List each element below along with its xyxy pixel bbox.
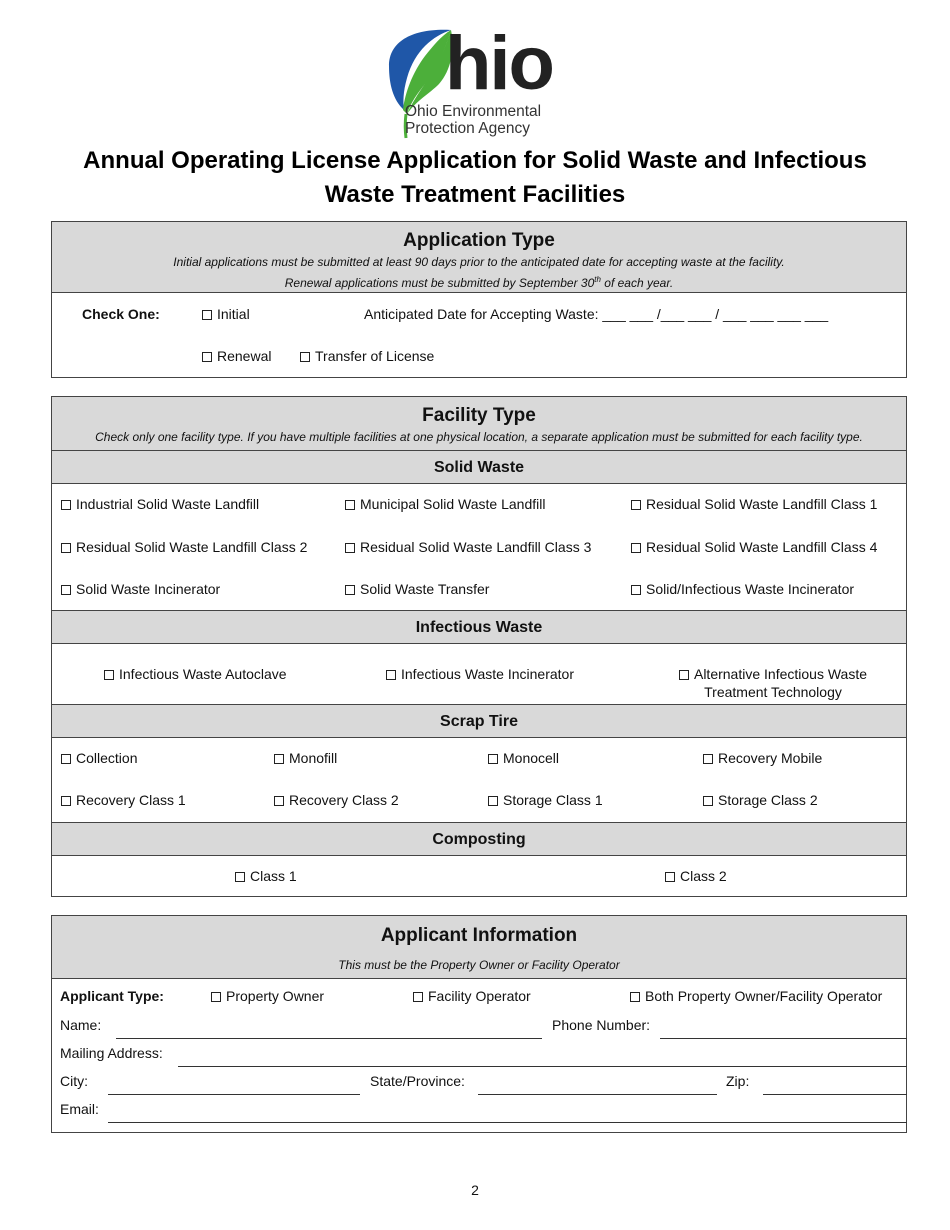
phone-field[interactable] xyxy=(660,1038,907,1039)
title-line2: Waste Treatment Facilities xyxy=(324,181,626,208)
page-number: 2 xyxy=(471,1182,479,1198)
checkbox-icon xyxy=(61,500,71,510)
phone-label: Phone Number: xyxy=(552,1017,651,1033)
applicant-information-section xyxy=(51,915,907,1133)
alternative-infectious-checkbox[interactable]: Alternative Infectious Waste Treatment Technology xyxy=(666,665,880,701)
infectious-incinerator-checkbox[interactable]: Infectious Waste Incinerator xyxy=(386,665,574,683)
application-type-note2: Renewal applications must be submitted by September 30th of each year. xyxy=(284,275,674,290)
solid-waste-incinerator-checkbox[interactable]: Solid Waste Incinerator xyxy=(61,580,220,598)
checkbox-icon xyxy=(345,500,355,510)
email-field[interactable] xyxy=(108,1122,907,1123)
logo-line1: Ohio Environmental xyxy=(405,103,542,120)
name-field[interactable] xyxy=(116,1038,542,1039)
title-line1: Annual Operating License Application for Solid Waste and Infectious xyxy=(83,147,867,174)
collection-checkbox[interactable]: Collection xyxy=(61,749,137,767)
checkbox-icon xyxy=(61,543,71,553)
checkbox-icon xyxy=(386,670,396,680)
industrial-landfill-checkbox[interactable]: Industrial Solid Waste Landfill xyxy=(61,495,259,513)
ohio-epa-logo xyxy=(385,21,570,142)
applicant-type-label: Applicant Type: xyxy=(60,988,164,1004)
monofill-checkbox[interactable]: Monofill xyxy=(274,749,337,767)
transfer-checkbox[interactable]: Transfer of License xyxy=(300,347,434,365)
recovery-class1-checkbox[interactable]: Recovery Class 1 xyxy=(61,791,186,809)
checkbox-icon xyxy=(631,585,641,595)
checkbox-icon xyxy=(703,796,713,806)
property-owner-checkbox[interactable]: Property Owner xyxy=(211,987,324,1005)
checkbox-icon xyxy=(61,796,71,806)
residual-landfill-class1-checkbox[interactable]: Residual Solid Waste Landfill Class 1 xyxy=(631,495,877,513)
initial-checkbox[interactable]: Initial xyxy=(202,305,250,323)
compost-class2-checkbox[interactable]: Class 2 xyxy=(665,867,727,885)
mailing-address-label: Mailing Address: xyxy=(60,1045,163,1061)
checkbox-icon xyxy=(61,754,71,764)
storage-class2-checkbox[interactable]: Storage Class 2 xyxy=(703,791,818,809)
checkbox-icon xyxy=(274,754,284,764)
residual-landfill-class2-checkbox[interactable]: Residual Solid Waste Landfill Class 2 xyxy=(61,538,307,556)
zip-label: Zip: xyxy=(726,1073,750,1089)
applicant-note: This must be the Property Owner or Facility Operator xyxy=(338,958,620,972)
facility-type-note: Check only one facility type. If you have multiple facilities at one physical location, a separate application must be submitted for each facility type. xyxy=(95,430,863,444)
checkbox-icon xyxy=(631,543,641,553)
logo-word: hio xyxy=(445,21,553,106)
composting-heading: Composting xyxy=(432,831,526,848)
checkbox-icon xyxy=(488,796,498,806)
checkbox-icon xyxy=(211,992,221,1002)
facility-operator-checkbox[interactable]: Facility Operator xyxy=(413,987,531,1005)
checkbox-icon xyxy=(345,585,355,595)
checkbox-icon xyxy=(274,796,284,806)
checkbox-icon xyxy=(61,585,71,595)
checkbox-icon xyxy=(104,670,114,680)
facility-type-section xyxy=(51,396,907,897)
state-field[interactable] xyxy=(478,1094,717,1095)
renewal-checkbox[interactable]: Renewal xyxy=(202,347,271,365)
check-one-label: Check One: xyxy=(82,306,160,322)
recovery-class2-checkbox[interactable]: Recovery Class 2 xyxy=(274,791,399,809)
email-label: Email: xyxy=(60,1101,99,1117)
checkbox-icon xyxy=(488,754,498,764)
residual-landfill-class3-checkbox[interactable]: Residual Solid Waste Landfill Class 3 xyxy=(345,538,591,556)
checkbox-icon xyxy=(300,352,310,362)
residual-landfill-class4-checkbox[interactable]: Residual Solid Waste Landfill Class 4 xyxy=(631,538,877,556)
checkbox-icon xyxy=(630,992,640,1002)
storage-class1-checkbox[interactable]: Storage Class 1 xyxy=(488,791,603,809)
solid-waste-transfer-checkbox[interactable]: Solid Waste Transfer xyxy=(345,580,489,598)
municipal-landfill-checkbox[interactable]: Municipal Solid Waste Landfill xyxy=(345,495,545,513)
application-type-section xyxy=(51,221,907,378)
facility-type-heading: Facility Type xyxy=(422,405,536,426)
city-label: City: xyxy=(60,1073,88,1089)
solid-waste-heading: Solid Waste xyxy=(433,459,525,476)
application-type-note1: Initial applications must be submitted at least 90 days prior to the anticipated date for accepting waste at the facility. xyxy=(173,255,785,269)
checkbox-icon xyxy=(413,992,423,1002)
checkbox-icon xyxy=(631,500,641,510)
state-label: State/Province: xyxy=(370,1073,465,1089)
checkbox-icon xyxy=(679,670,689,680)
checkbox-icon xyxy=(202,310,212,320)
zip-field[interactable] xyxy=(763,1094,907,1095)
application-type-heading: Application Type xyxy=(403,230,555,251)
both-owner-operator-checkbox[interactable]: Both Property Owner/Facility Operator xyxy=(630,987,882,1005)
page-title xyxy=(0,144,950,212)
recovery-mobile-checkbox[interactable]: Recovery Mobile xyxy=(703,749,822,767)
mailing-address-field[interactable] xyxy=(178,1066,907,1067)
infectious-waste-heading: Infectious Waste xyxy=(415,619,543,636)
logo-line2: Protection Agency xyxy=(405,120,530,137)
infectious-autoclave-checkbox[interactable]: Infectious Waste Autoclave xyxy=(104,665,287,683)
monocell-checkbox[interactable]: Monocell xyxy=(488,749,559,767)
scrap-tire-heading: Scrap Tire xyxy=(440,713,518,730)
city-field[interactable] xyxy=(108,1094,360,1095)
anticipated-date-field[interactable]: Anticipated Date for Accepting Waste: ___ ___ /___ ___ / ___ ___ ___ ___ xyxy=(364,306,829,322)
checkbox-icon xyxy=(345,543,355,553)
solid-infectious-incinerator-checkbox[interactable]: Solid/Infectious Waste Incinerator xyxy=(631,580,854,598)
name-label: Name: xyxy=(60,1017,102,1033)
compost-class1-checkbox[interactable]: Class 1 xyxy=(235,867,297,885)
applicant-heading: Applicant Information xyxy=(380,925,578,946)
checkbox-icon xyxy=(235,872,245,882)
checkbox-icon xyxy=(665,872,675,882)
checkbox-icon xyxy=(703,754,713,764)
checkbox-icon xyxy=(202,352,212,362)
